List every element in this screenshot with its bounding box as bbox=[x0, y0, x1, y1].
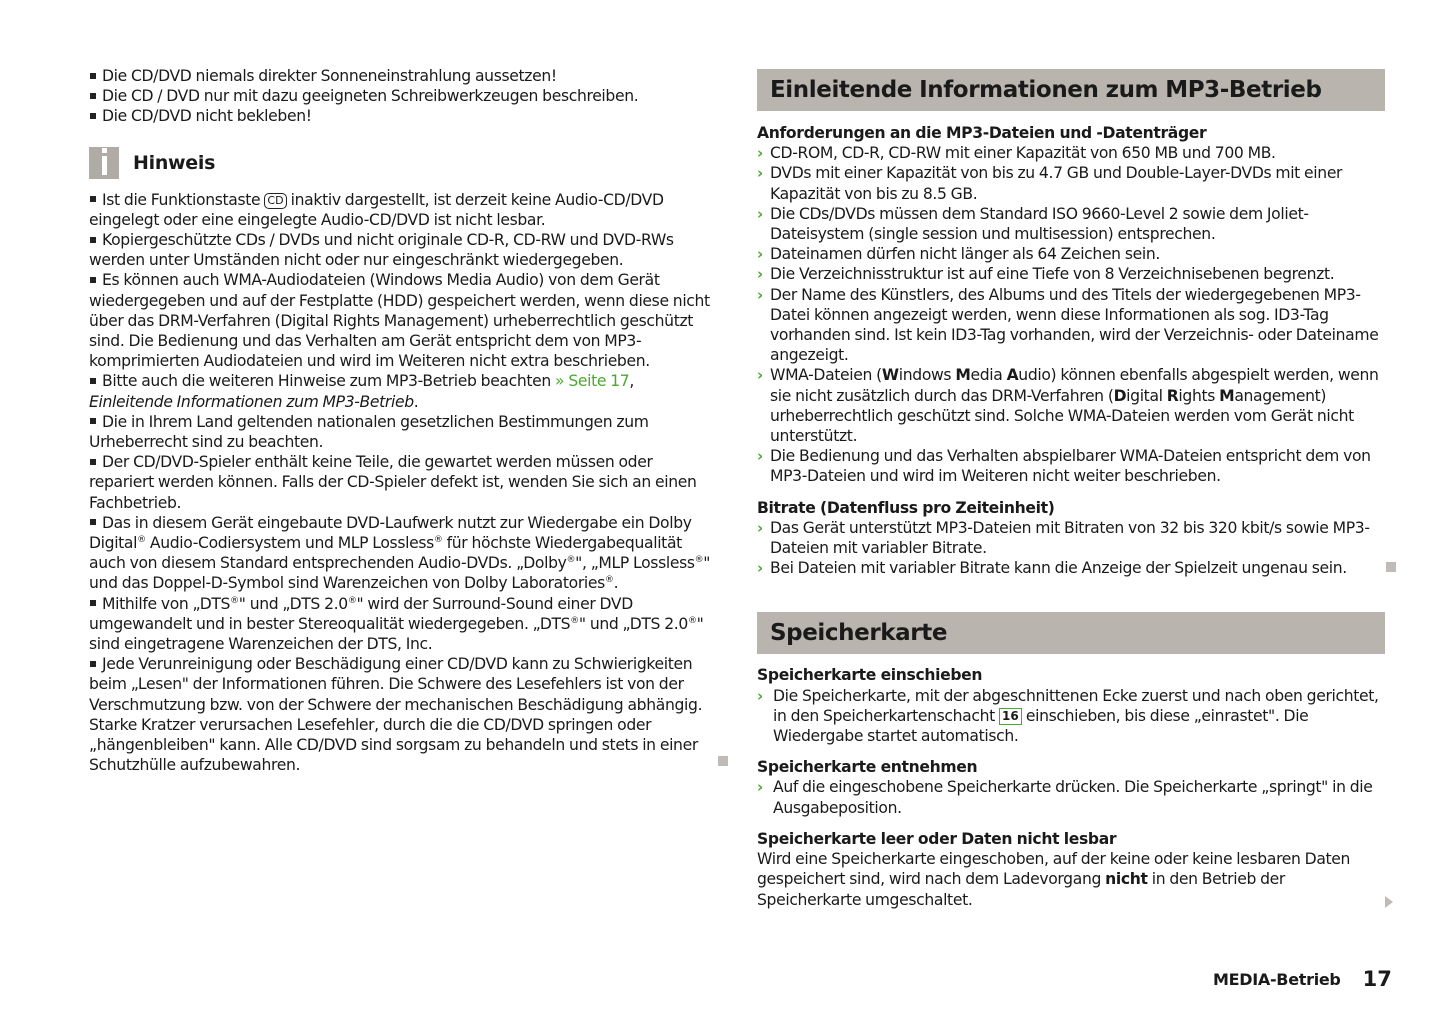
list-item: › Der Name des Künstlers, des Albums und des Titels der wiedergegebenen MP3-Datei können angezeigt werden, wenn diese Informationen als sog. ID3-Tag vorhanden sind. Ist kein ID3-Tag vorhanden, wird der Verzeichnis- oder Dateiname angezeigt. bbox=[757, 285, 1379, 365]
note-item: Mithilfe von „DTS®" und „DTS 2.0®" wird der Surround-Sound einer DVD umgewandelt und in bester Stereoqualität wiedergegeben. „DTS®" und „DTS 2.0®" sind eingetragene Warenzeichen der DTS, Inc. bbox=[89, 594, 704, 654]
bullet-square-icon bbox=[90, 93, 96, 99]
bullet-square-icon bbox=[90, 378, 96, 384]
bullet-item: Die CD / DVD nur mit dazu geeigneten Schreibwerkzeugen beschreiben. bbox=[89, 86, 719, 106]
subheading-requirements: Anforderungen an die MP3-Dateien und -Datenträger bbox=[757, 124, 1207, 142]
list-item: › CD-ROM, CD-R, CD-RW mit einer Kapazität von 650 MB und 700 MB. bbox=[757, 144, 1276, 163]
note-header bbox=[89, 146, 719, 180]
chevron-right-icon: › bbox=[757, 245, 763, 264]
bullet-square-icon bbox=[90, 600, 96, 606]
chevron-right-icon: › bbox=[757, 164, 763, 183]
section-title: Einleitende Informationen zum MP3-Betrieb bbox=[770, 76, 1322, 103]
bullet-square-icon bbox=[90, 237, 96, 243]
chevron-right-icon: › bbox=[757, 686, 763, 705]
list-item: › Die Speicherkarte, mit der abgeschnittenen Ecke zuerst und nach oben gerichtet, in den Speicherkartenschacht 16 einschieben, bis diese „einrastet". Die Wiedergabe startet automatisch. bbox=[757, 686, 1379, 746]
list-item: › Dateinamen dürfen nicht länger als 64 Zeichen sein. bbox=[757, 245, 1160, 264]
section-header-memory-card bbox=[757, 612, 1385, 654]
subheading-card-unreadable: Speicherkarte leer oder Daten nicht lesbar bbox=[757, 829, 1117, 848]
bullet-item: Die CD/DVD nicht bekleben! bbox=[89, 106, 719, 126]
chevron-right-icon: › bbox=[757, 518, 763, 537]
note-item: Ist die Funktionstaste CD inaktiv dargestellt, ist derzeit keine Audio-CD/DVD eingelegt oder eine eingelegte Audio-CD/DVD ist nicht lesbar. bbox=[89, 190, 664, 229]
bullet-square-icon bbox=[90, 113, 96, 119]
note-item: Die in Ihrem Land geltenden nationalen gesetzlichen Bestimmungen zum Urheberrecht sind zu beachten. bbox=[89, 412, 649, 452]
list-item: › Das Gerät unterstützt MP3-Dateien mit Bitraten von 32 bis 320 kbit/s sowie MP3-Dateien mit variabler Bitrate. bbox=[757, 518, 1370, 558]
section-end-mark-icon bbox=[718, 756, 728, 766]
chevron-right-icon: › bbox=[757, 285, 763, 304]
info-icon bbox=[89, 147, 119, 179]
bullet-square-icon bbox=[90, 73, 96, 79]
list-item: › DVDs mit einer Kapazität von bis zu 4.7 GB und Double-Layer-DVDs mit einer Kapazität von bis zu 8.5 GB. bbox=[757, 164, 1343, 203]
note-item: Bitte auch die weiteren Hinweise zum MP3-Betrieb beachten » Seite 17, Einleitende Informationen zum MP3-Betrieb. bbox=[89, 372, 634, 411]
page-number: 17 bbox=[1362, 967, 1392, 991]
note-title: Hinweis bbox=[133, 151, 216, 174]
subheading-insert-card: Speicherkarte einschieben bbox=[757, 666, 983, 685]
continue-arrow-icon bbox=[1385, 896, 1393, 908]
list-item: › Die CDs/DVDs müssen dem Standard ISO 9660-Level 2 sowie dem Joliet-Dateisystem (single session und multisession) entsprechen. bbox=[757, 204, 1309, 244]
chevron-right-icon: › bbox=[757, 265, 763, 284]
left-column bbox=[89, 66, 719, 776]
chevron-right-icon: › bbox=[757, 778, 763, 797]
chevron-right-icon: › bbox=[757, 366, 763, 385]
bullet-square-icon bbox=[90, 196, 96, 202]
page-link[interactable]: » Seite 17 bbox=[555, 372, 630, 391]
insert-list bbox=[757, 686, 1385, 747]
slot-number-badge: 16 bbox=[999, 708, 1022, 725]
list-item: › WMA-Dateien (Windows Media Audio) können ebenfalls abgespielt werden, wenn sie nicht zusätzlich durch das DRM-Verfahren (Digital Rights Management) urheberrechtlich geschützt sind. Solche WMA-Dateien werden vom Gerät nicht unterstützt. bbox=[757, 366, 1379, 446]
page-footer bbox=[1213, 967, 1392, 991]
bullet-square-icon bbox=[90, 277, 96, 283]
chevron-right-icon: › bbox=[757, 144, 763, 163]
list-item: › Die Verzeichnisstruktur ist auf eine Tiefe von 8 Verzeichnisebenen begrenzt. bbox=[757, 265, 1335, 284]
bullet-square-icon bbox=[90, 459, 96, 465]
requirements-list bbox=[757, 143, 1385, 486]
chevron-right-icon: › bbox=[757, 447, 763, 466]
list-item: › Bei Dateien mit variabler Bitrate kann die Anzeige der Spielzeit ungenau sein. bbox=[757, 559, 1347, 578]
chevron-right-icon: › bbox=[757, 559, 763, 578]
bitrate-list bbox=[757, 518, 1385, 579]
card-unreadable-text: Wird eine Speicherkarte eingeschoben, auf der keine oder keine lesbaren Daten gespeichert sind, wird nach dem Ladevorgang nicht in den Betrieb der Speicherkarte umgeschaltet. bbox=[757, 850, 1351, 909]
footer-section-name: MEDIA-Betrieb bbox=[1213, 969, 1341, 989]
bullet-square-icon bbox=[90, 418, 96, 424]
remove-list bbox=[757, 777, 1385, 817]
subheading-bitrate: Bitrate (Datenfluss pro Zeiteinheit) bbox=[757, 498, 1055, 517]
right-column bbox=[757, 69, 1385, 910]
note-item: Jede Verunreinigung oder Beschädigung einer CD/DVD kann zu Schwierigkeiten beim „Lesen" der Informationen führen. Die Schwere des Lesefehlers ist von der Verschmutzung bzw. von der Schwere der mechanischen Beschädigung abhängig. Starke Kratzer verursachen Lesefehler, durch die die CD/DVD springen oder „hängenbleiben" kann. Alle CD/DVD sind sorgsam zu behandeln und stets in einer Schutzhülle aufzubewahren. bbox=[89, 655, 703, 775]
note-item: Der CD/DVD-Spieler enthält keine Teile, die gewartet werden müssen oder repariert werden können. Falls der CD-Spieler defekt ist, wenden Sie sich an einen Fachbetrieb. bbox=[89, 453, 697, 512]
note-item: Kopiergeschützte CDs / DVDs und nicht originale CD-R, CD-RW und DVD-RWs werden unter Umständen nicht oder nur eingeschränkt wiedergegeben. bbox=[89, 231, 674, 270]
note-item: Das in diesem Gerät eingebaute DVD-Laufwerk nutzt zur Wiedergabe ein Dolby Digital® Audio-Codiersystem und MLP Lossless® für höchste Wiedergabequalität auch von diesem Standard entsprechenden Audio-DVDs. „Dolby®", „MLP Lossless®" und das Doppel-D-Symbol sind Warenzeichen von Dolby Laboratories®. bbox=[89, 513, 711, 593]
bullet-square-icon bbox=[90, 661, 96, 667]
subheading-remove-card: Speicherkarte entnehmen bbox=[757, 758, 978, 777]
list-item: › Auf die eingeschobene Speicherkarte drücken. Die Speicherkarte „springt" in die Ausgabeposition. bbox=[757, 778, 1373, 817]
list-item: › Die Bedienung und das Verhalten abspielbarer WMA-Dateien entspricht dem von MP3-Dateien und wird im Weiteren nicht weiter beschrieben. bbox=[757, 447, 1371, 486]
section-title: Speicherkarte bbox=[770, 620, 948, 647]
bullet-item: Die CD/DVD niemals direkter Sonneneinstrahlung aussetzen! bbox=[89, 66, 719, 86]
cd-key-icon: CD bbox=[264, 193, 286, 209]
bullet-square-icon bbox=[90, 519, 96, 525]
section-header-mp3 bbox=[757, 69, 1385, 111]
section-end-mark-icon bbox=[1386, 562, 1396, 572]
chevron-right-icon: › bbox=[757, 204, 763, 223]
note-item: Es können auch WMA-Audiodateien (Windows Media Audio) von dem Gerät wiedergegeben und auf der Festplatte (HDD) gespeichert werden, wenn diese nicht über das DRM-Verfahren (Digital Rights Management) urheberrechtlich geschützt sind. Die Bedienung und das Verhalten am Gerät entspricht dem von MP3-komprimierten Audiodateien und wird im Weiteren nicht extra beschrieben. bbox=[89, 271, 710, 371]
